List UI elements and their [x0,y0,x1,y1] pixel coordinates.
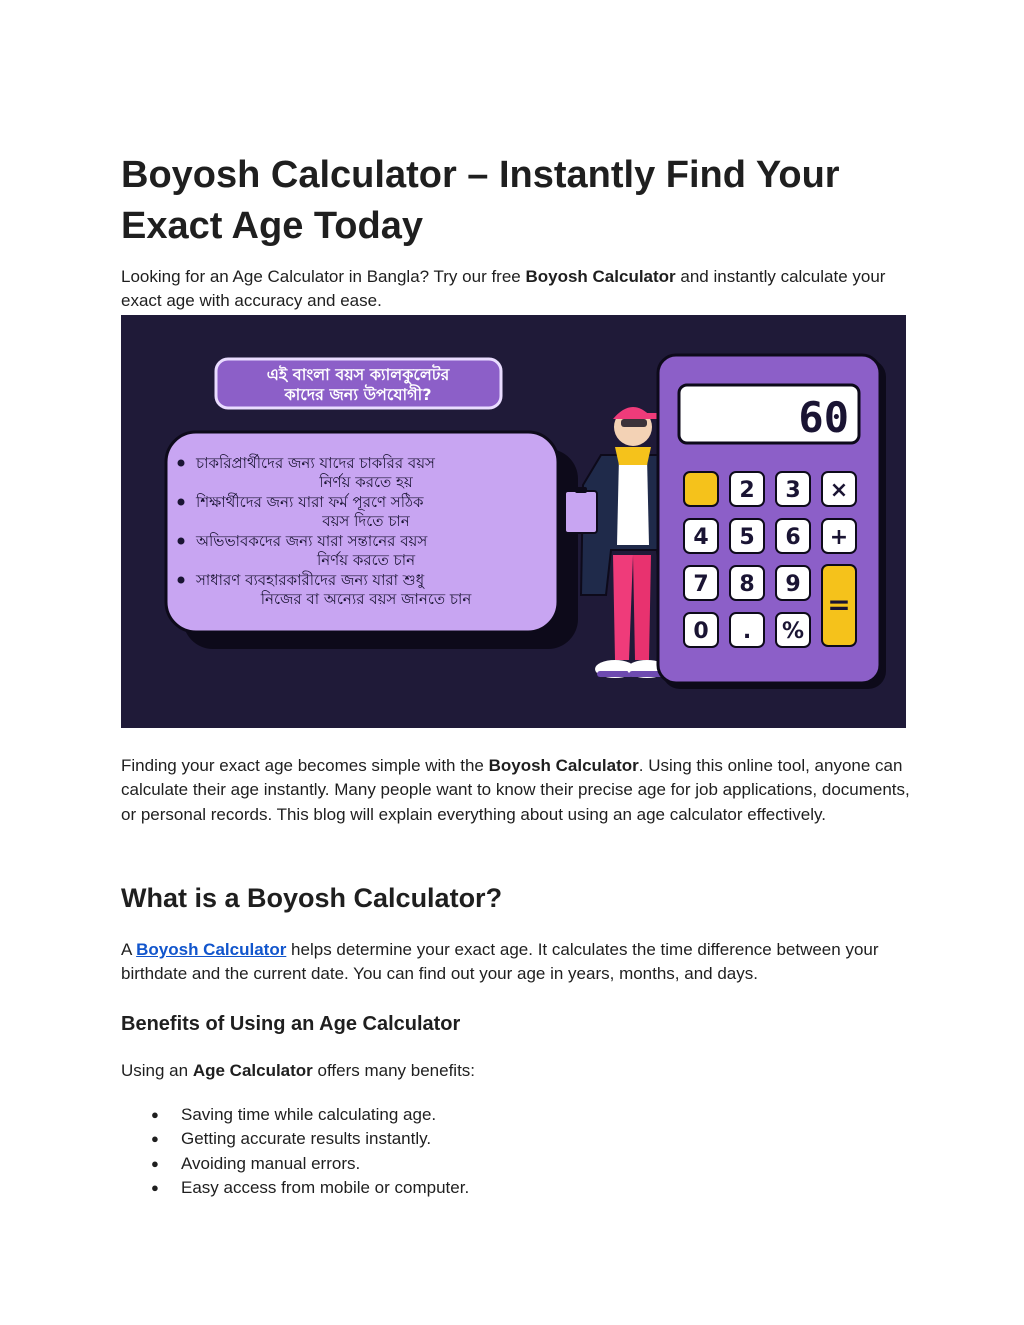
para2-text-start: A [121,940,137,959]
hero-bullet-4-line-2: নিজের বা অন্যের বয়স জানতে চান [260,590,472,608]
hero-bullet-1-line-2: নির্ণয় করতে হয় [319,473,413,491]
intro-text-end: and instantly calculate your exact age with accuracy and ease. [121,267,886,311]
hero-illustration [121,315,906,728]
para1-text-end: . Using this online tool, anyone can calculate their age instantly. Many people want to know their precise age for job applications, documents, or personal records. This blog will explain everything about using an age calculator effectively. [121,756,910,824]
calculator-key-label: 7 [693,572,709,597]
intro-bold: Boyosh Calculator [525,267,676,286]
hero-heading-pill [216,359,501,408]
hero-bullet-2-line-2: বয়স দিতে চান [322,512,410,530]
para3-bold: Age Calculator [192,1061,313,1080]
calculator-key-label: 6 [785,525,801,550]
bullet-icon: ● [151,1155,159,1171]
hero-bullet-3-line-1: অভিভাবকদের জন্য যারা সন্তানের বয়স [196,532,428,550]
hero-bullet-3-line-2: নির্ণয় করতে চান [316,551,416,569]
calculator-key-label: % [781,619,805,644]
list-item [121,1103,469,1127]
body-paragraph-1 [121,754,911,827]
calculator-display-value: 60 [798,393,849,442]
bullet-icon: ● [151,1179,159,1195]
intro-text-start: Looking for an Age Calculator in Bangla? Try our free [121,267,526,286]
body-paragraph-2 [121,938,911,987]
para1-text-start: Finding your exact age becomes simple with the [121,756,489,775]
bullet-icon: ● [151,1107,159,1122]
calculator-key [684,472,718,506]
page-title: Boyosh Calculator – Instantly Find Your Exact Age Today [121,154,840,247]
benefits-list [121,1103,469,1200]
bullet-icon: ● [151,1131,159,1147]
calculator-key-label: . [742,619,752,644]
boyosh-calculator-link[interactable]: Boyosh Calculator [136,940,287,959]
calculator-key-label: 9 [785,572,801,597]
list-item-text: Getting accurate results instantly. [181,1129,432,1149]
para3-text-start: Using an [121,1061,193,1080]
calculator-key-label: 2 [739,478,755,503]
body-paragraph-3 [121,1059,911,1083]
hero-bullet-4-line-1: সাধারণ ব্যবহারকারীদের জন্য যারা শুধু [196,571,425,589]
para1-bold: Boyosh Calculator [488,756,639,775]
list-item [121,1152,469,1176]
calculator-key-label: 5 [739,525,755,550]
list-item-text: Easy access from mobile or computer. [181,1177,470,1197]
intro-paragraph [121,265,911,314]
calculator-key-label: 3 [785,478,801,503]
list-item [121,1127,469,1151]
list-item [121,1176,469,1200]
calculator-key-label: × [829,478,849,503]
calculator-key-equals: = [827,588,851,621]
hero-bullet-card [166,432,578,649]
subsection-heading: Benefits of Using an Age Calculator [121,1013,461,1035]
list-item-text: Avoiding manual errors. [181,1153,361,1173]
calculator-key-label: 0 [693,619,709,644]
calculator-key-label: 8 [739,572,755,597]
hero-bullet-2-line-1: শিক্ষার্থীদের জন্য যারা ফর্ম পূরণে সঠিক [196,493,424,511]
hero-heading-line-1: এই বাংলা বয়স ক্যালকুলেটর [266,365,450,384]
calculator-key-label: + [829,525,849,550]
hero-bullet-1-line-1: চাকরিপ্রার্থীদের জন্য যাদের চাকরির বয়স [196,454,435,472]
para2-text-end: helps determine your exact age. It calculates the time difference between your birthdate and the current date. You can find out your age in years, months, and days. [121,940,879,984]
hero-heading-line-2: কাদের জন্য উপযোগী? [284,385,432,404]
calculator-illustration [658,355,886,689]
calculator-key-label: 4 [693,525,709,550]
list-item-text: Saving time while calculating age. [181,1105,437,1124]
para3-text-end: offers many benefits: [312,1061,476,1080]
section-heading: What is a Boyosh Calculator? [121,883,503,913]
